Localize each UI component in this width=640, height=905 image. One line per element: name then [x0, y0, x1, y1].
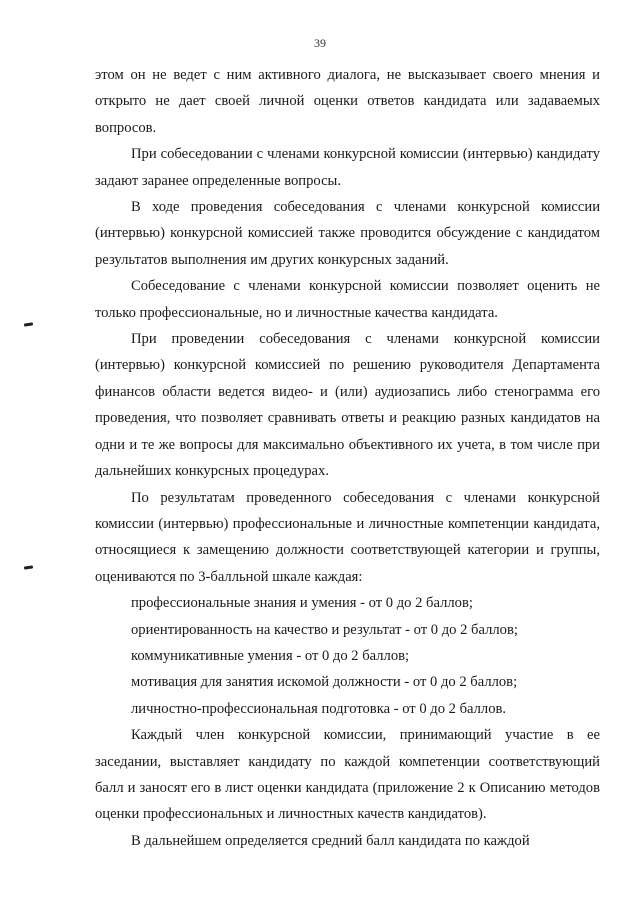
list-item: личностно-профессиональная подготовка - от 0 до 2 баллов. — [131, 700, 507, 717]
list-item: мотивация для занятия искомой должности - от 0 до 2 баллов; — [131, 674, 518, 691]
list-item: профессиональные знания и умения - от 0 до 2 баллов; — [131, 595, 473, 612]
paragraph: этом он не ведет с ним активного диалога, не высказывает своего мнения и открыто не дает своей личной оценки ответов кандидата или задаваемых вопросов. — [95, 67, 600, 136]
page-number: 39 — [314, 36, 326, 50]
paragraph: При проведении собеседования с членами конкурсной комиссии (интервью) конкурсной комиссией по решению руководителя Департамента финансов области ведется видео- и (или) аудиозапись либо стенограмма его проведения, что позволяет сравнивать ответы и реакцию разных кандидатов на одни и те же вопросы для максимально объективного их учета, в том числе при дальнейших конкурсных процедурах. — [95, 331, 600, 480]
list-item: ориентированность на качество и результат - от 0 до 2 баллов; — [131, 621, 518, 638]
margin-mark — [24, 322, 33, 326]
paragraph: При собеседовании с членами конкурсной комиссии (интервью) кандидату задают заранее определенные вопросы. — [95, 146, 600, 189]
paragraph: Собеседование с членами конкурсной комиссии позволяет оценить не только профессиональные, но и личностные качества кандидата. — [95, 278, 600, 321]
competency-list — [95, 590, 600, 722]
body-text — [95, 62, 600, 854]
list-item: коммуникативные умения - от 0 до 2 баллов; — [131, 647, 410, 664]
paragraph: По результатам проведенного собеседования с членами конкурсной комиссии (интервью) профессиональные и личностные компетенции кандидата, относящиеся к замещению должности соответствующей категории и группы, оцениваются по 3-балльной шкале каждая: — [95, 489, 600, 585]
paragraph: В дальнейшем определяется средний балл кандидата по каждой — [131, 832, 530, 849]
paragraph: Каждый член конкурсной комиссии, принимающий участие в ее заседании, выставляет кандидату по каждой компетенции соответствующий балл и заносят его в лист оценки кандидата (приложение 2 к Описанию методов оценки профессиональных и личностных качеств кандидатов). — [95, 727, 600, 823]
margin-mark — [24, 565, 33, 569]
paragraph: В ходе проведения собеседования с членами конкурсной комиссии (интервью) конкурсной комиссией также проводится обсуждение с кандидатом результатов выполнения им других конкурсных заданий. — [95, 199, 600, 268]
